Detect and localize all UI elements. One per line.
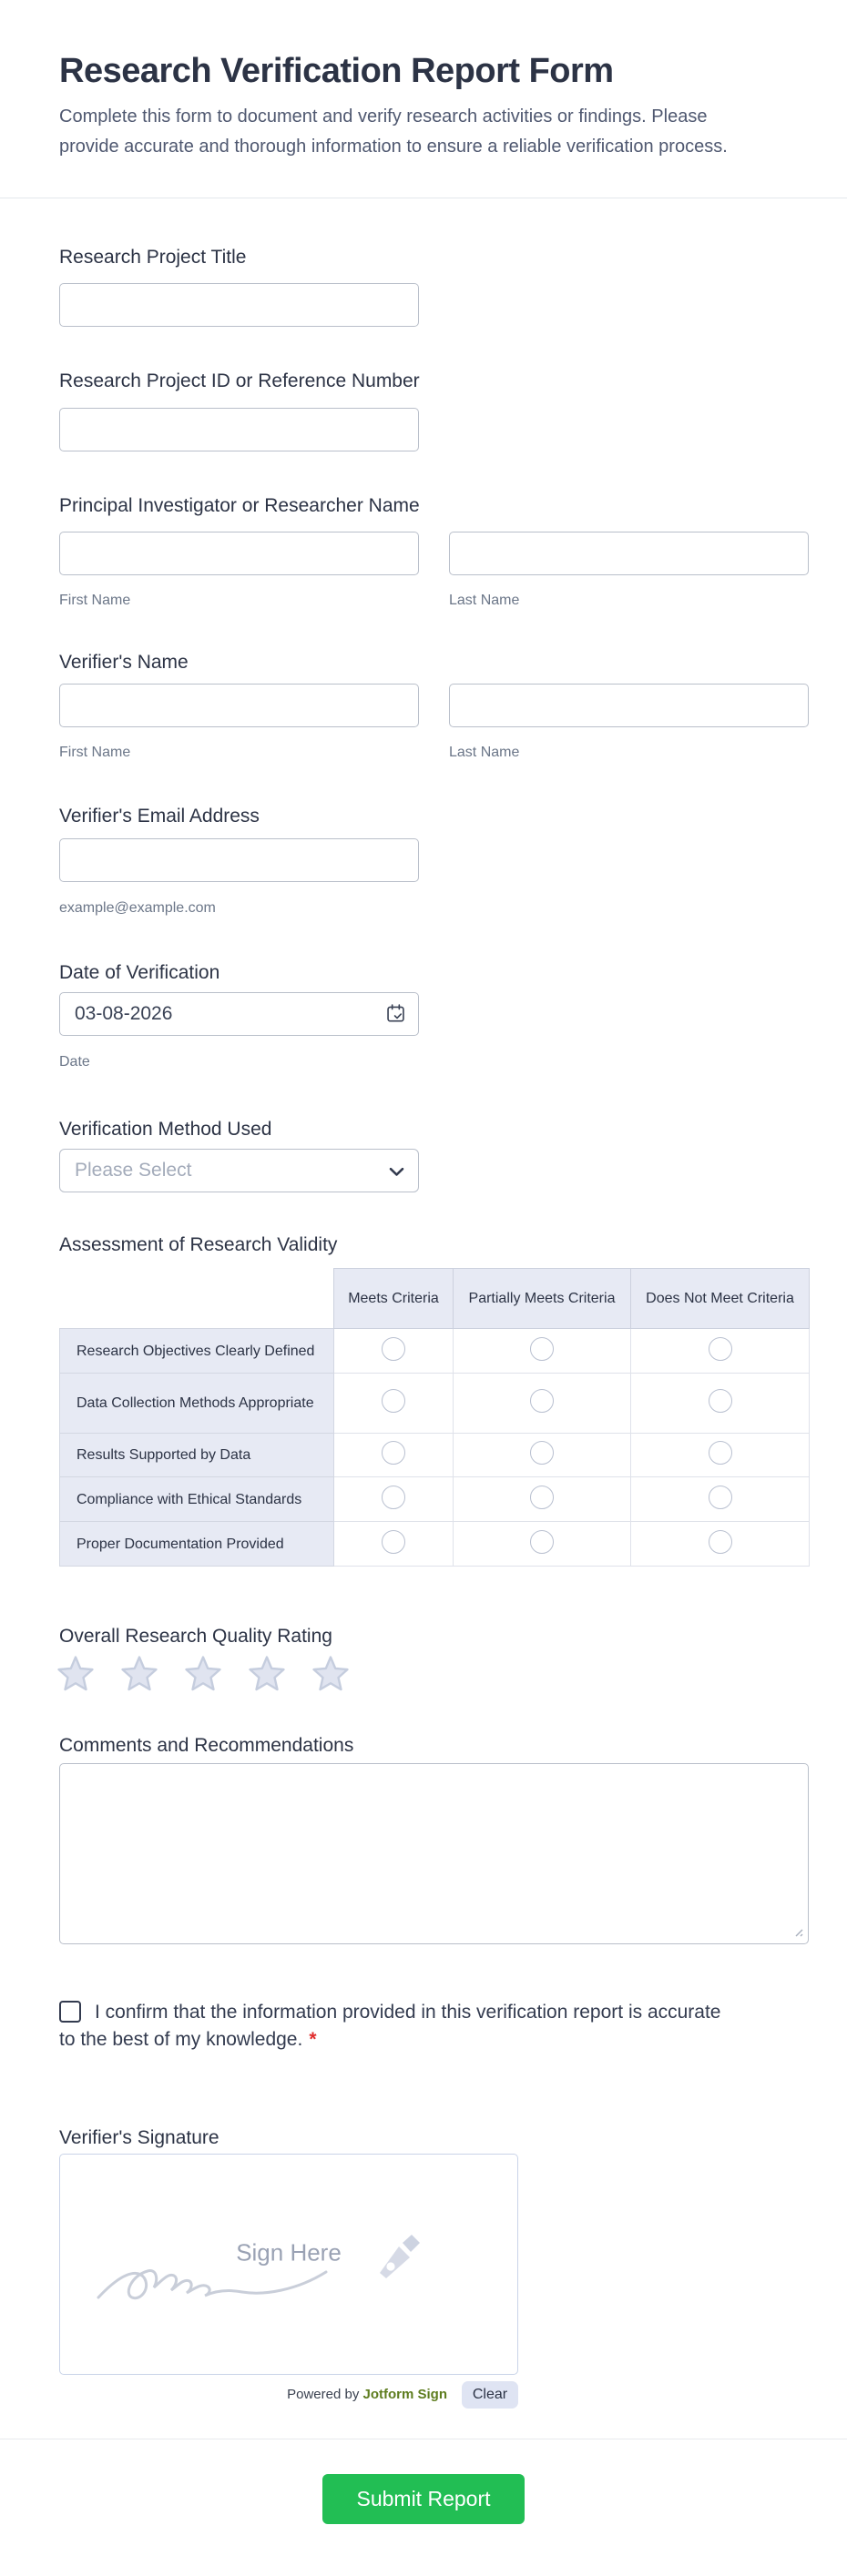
radio-button[interactable] (709, 1441, 732, 1465)
signature-footer (59, 2380, 518, 2409)
pi-last-name-input[interactable] (449, 532, 809, 575)
matrix-row-label: Research Objectives Clearly Defined (60, 1329, 334, 1374)
date-label: Date of Verification (59, 962, 220, 983)
verifier-name-row (59, 684, 809, 761)
date-sublabel: Date (59, 1054, 90, 1070)
radio-button[interactable] (382, 1486, 405, 1509)
field-project-title (59, 246, 809, 327)
email-sublabel: example@example.com (59, 900, 216, 916)
form-body (0, 246, 847, 2409)
pen-nib-icon (374, 2235, 422, 2280)
confirm-checkbox-row[interactable] (59, 1999, 735, 2054)
powered-by-label: Powered by (287, 2387, 360, 2402)
matrix-radio-cell[interactable] (334, 1434, 454, 1477)
method-select[interactable] (59, 1149, 419, 1192)
verifier-email-label: Verifier's Email Address (59, 806, 260, 827)
radio-button[interactable] (382, 1389, 405, 1413)
radio-button[interactable] (382, 1530, 405, 1554)
matrix-row-label: Proper Documentation Provided (60, 1522, 334, 1567)
form-title: Research Verification Report Form (59, 52, 614, 90)
star-icon[interactable] (184, 1656, 222, 1692)
matrix-radio-cell[interactable] (631, 1522, 810, 1567)
field-project-id (59, 370, 809, 451)
pi-first-name-sublabel: First Name (59, 593, 131, 608)
pi-name-row (59, 532, 809, 609)
calendar-icon[interactable] (385, 1003, 406, 1024)
matrix-radio-cell[interactable] (454, 1434, 631, 1477)
assessment-matrix (59, 1268, 810, 1567)
project-title-input[interactable] (59, 283, 419, 327)
verifier-last-name-sublabel: Last Name (449, 745, 520, 760)
radio-button[interactable] (709, 1530, 732, 1554)
verifier-last-name-input[interactable] (449, 684, 809, 727)
project-id-label: Research Project ID or Reference Number (59, 370, 420, 391)
matrix-radio-cell[interactable] (631, 1434, 810, 1477)
pi-first-name-input[interactable] (59, 532, 419, 575)
matrix-row (60, 1329, 810, 1374)
radio-button[interactable] (530, 1389, 554, 1413)
field-assessment-matrix (59, 1233, 809, 1567)
field-confirmation (59, 1999, 809, 2054)
matrix-corner (60, 1269, 334, 1329)
verifier-name-label: Verifier's Name (59, 652, 189, 673)
radio-button[interactable] (709, 1389, 732, 1413)
star-icon[interactable] (56, 1656, 95, 1692)
matrix-radio-cell[interactable] (334, 1477, 454, 1522)
field-signature (59, 2126, 809, 2409)
radio-button[interactable] (530, 1441, 554, 1465)
pi-name-label: Principal Investigator or Researcher Name (59, 495, 420, 516)
method-label: Verification Method Used (59, 1119, 272, 1140)
matrix-radio-cell[interactable] (454, 1477, 631, 1522)
matrix-radio-cell[interactable] (334, 1374, 454, 1434)
matrix-body (60, 1329, 810, 1567)
field-quality-rating (59, 1625, 809, 1692)
select-placeholder: Please Select (75, 1160, 192, 1181)
star-rating (56, 1656, 809, 1692)
field-date (59, 961, 809, 1070)
jotform-sign-brand: Jotform Sign (362, 2387, 447, 2402)
resize-grip-icon[interactable] (791, 1925, 804, 1938)
date-input[interactable] (59, 992, 419, 1036)
pi-last-name-sublabel: Last Name (449, 593, 520, 608)
matrix-radio-cell[interactable] (631, 1374, 810, 1434)
matrix-row-label: Compliance with Ethical Standards (60, 1477, 334, 1522)
date-input-wrap (59, 992, 419, 1036)
verifier-first-name-col (59, 684, 419, 761)
field-verifier-name (59, 651, 809, 761)
radio-button[interactable] (382, 1337, 405, 1361)
comments-label: Comments and Recommendations (59, 1735, 354, 1756)
verifier-first-name-sublabel: First Name (59, 745, 131, 760)
matrix-row-label: Data Collection Methods Appropriate (60, 1374, 334, 1434)
radio-button[interactable] (382, 1441, 405, 1465)
pi-last-name-col (449, 532, 809, 609)
matrix-row-label: Results Supported by Data (60, 1434, 334, 1477)
project-title-label: Research Project Title (59, 247, 247, 268)
radio-button[interactable] (709, 1337, 732, 1361)
confirm-checkbox[interactable] (59, 2001, 81, 2023)
matrix-header-row (60, 1269, 810, 1329)
matrix-row (60, 1374, 810, 1434)
field-method (59, 1118, 809, 1192)
star-icon[interactable] (120, 1656, 158, 1692)
matrix-row (60, 1522, 810, 1567)
project-id-input[interactable] (59, 408, 419, 451)
field-comments (59, 1734, 809, 1944)
matrix-radio-cell[interactable] (631, 1477, 810, 1522)
signature-squiggle-icon (95, 2250, 332, 2307)
confirm-label: I confirm that the information provided in this verification report is accurate to the best of my knowledge. (59, 2002, 721, 2050)
field-verifier-email (59, 805, 809, 917)
radio-button[interactable] (530, 1337, 554, 1361)
chevron-down-icon (389, 1167, 404, 1177)
matrix-radio-cell[interactable] (454, 1329, 631, 1374)
form-description: Complete this form to document and verify research activities or findings. Please provide accurate and thorough information to ensure a reliable verification process. (59, 106, 728, 157)
matrix-row (60, 1434, 810, 1477)
matrix-column-header: Partially Meets Criteria (454, 1269, 631, 1329)
radio-button[interactable] (709, 1486, 732, 1509)
matrix-radio-cell[interactable] (334, 1522, 454, 1567)
radio-button[interactable] (530, 1486, 554, 1509)
comments-wrap (59, 1763, 809, 1944)
matrix-column-header: Does Not Meet Criteria (631, 1269, 810, 1329)
signature-pad[interactable] (59, 2154, 518, 2375)
pi-first-name-col (59, 532, 419, 609)
radio-button[interactable] (530, 1530, 554, 1554)
sign-here-text: Sign Here (236, 2238, 342, 2267)
rating-label: Overall Research Quality Rating (59, 1626, 332, 1647)
powered-by-text (287, 2387, 447, 2402)
star-icon[interactable] (311, 1656, 350, 1692)
matrix-column-header: Meets Criteria (334, 1269, 454, 1329)
matrix-radio-cell[interactable] (454, 1374, 631, 1434)
field-pi-name (59, 494, 809, 609)
matrix-label: Assessment of Research Validity (59, 1234, 338, 1255)
matrix-radio-cell[interactable] (334, 1329, 454, 1374)
form-header (0, 0, 847, 198)
required-asterisk: * (309, 2029, 317, 2050)
comments-textarea[interactable] (59, 1763, 809, 1944)
submit-area (0, 2439, 847, 2524)
signature-label: Verifier's Signature (59, 2127, 219, 2148)
matrix-radio-cell[interactable] (454, 1522, 631, 1567)
verifier-first-name-input[interactable] (59, 684, 419, 727)
submit-button[interactable]: Submit Report (322, 2474, 525, 2524)
clear-button[interactable]: Clear (462, 2381, 518, 2409)
verifier-last-name-col (449, 684, 809, 761)
matrix-radio-cell[interactable] (631, 1329, 810, 1374)
email-input[interactable] (59, 838, 419, 882)
matrix-row (60, 1477, 810, 1522)
star-icon[interactable] (248, 1656, 286, 1692)
